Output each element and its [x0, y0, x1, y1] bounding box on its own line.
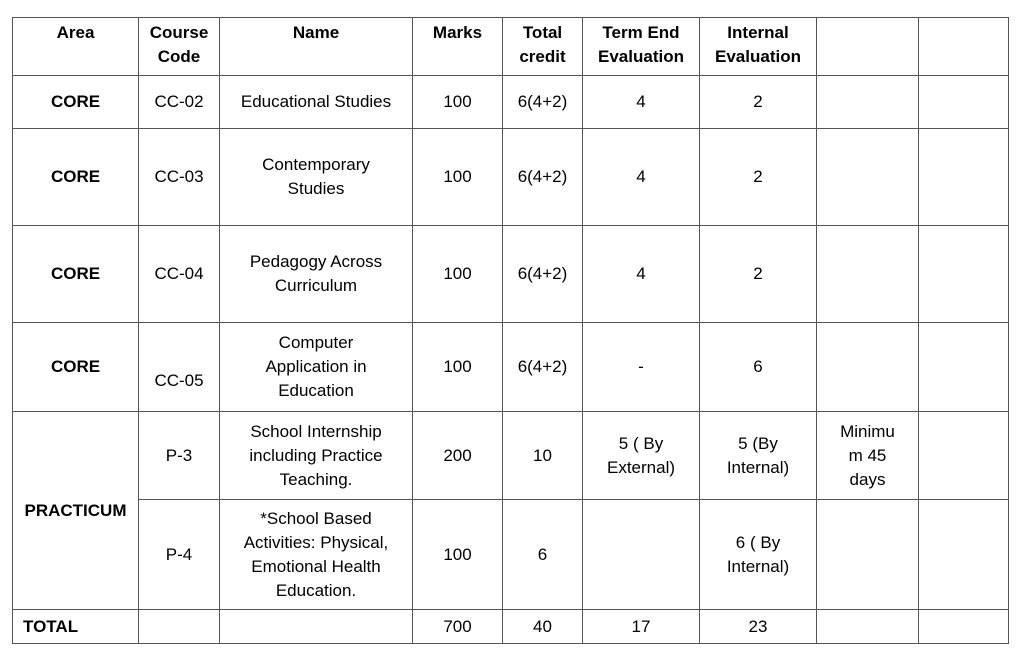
area-cell: CORE [13, 226, 139, 323]
internal-cell: 5 (By Internal) [700, 412, 817, 500]
remarks-cell [817, 129, 919, 226]
marks-cell: 100 [413, 226, 503, 323]
table-row [13, 412, 1009, 500]
credit-cell: 6(4+2) [503, 323, 583, 412]
credit-cell: 6(4+2) [503, 76, 583, 129]
marks-cell: 100 [413, 500, 503, 610]
header-name: Name [220, 18, 413, 76]
header-area: Area [13, 18, 139, 76]
header-blank-1 [817, 18, 919, 76]
credit-cell: 6 [503, 500, 583, 610]
extra-cell [919, 500, 1009, 610]
total-internal: 23 [700, 610, 817, 644]
credit-cell: 6(4+2) [503, 226, 583, 323]
code-cell: CC-03 [139, 129, 220, 226]
credit-cell: 6(4+2) [503, 129, 583, 226]
internal-cell: 6 [700, 323, 817, 412]
internal-cell: 2 [700, 226, 817, 323]
total-marks: 700 [413, 610, 503, 644]
header-blank-2 [919, 18, 1009, 76]
table-row [13, 500, 1009, 610]
marks-cell: 200 [413, 412, 503, 500]
extra-cell [919, 76, 1009, 129]
extra-cell [919, 129, 1009, 226]
term-end-cell: 4 [583, 129, 700, 226]
term-end-cell: 4 [583, 226, 700, 323]
extra-cell [919, 412, 1009, 500]
code-cell: CC-05 [139, 323, 220, 412]
course-table [12, 17, 1009, 644]
term-end-cell: 5 ( By External) [583, 412, 700, 500]
total-credit: 40 [503, 610, 583, 644]
code-cell: P-3 [139, 412, 220, 500]
header-total-credit: Total credit [503, 18, 583, 76]
header-marks: Marks [413, 18, 503, 76]
extra-cell [919, 323, 1009, 412]
total-remarks-cell [817, 610, 919, 644]
header-course-code: Course Code [139, 18, 220, 76]
total-label: TOTAL [13, 610, 139, 644]
term-end-cell [583, 500, 700, 610]
total-code-cell [139, 610, 220, 644]
remarks-cell [817, 323, 919, 412]
table-row [13, 226, 1009, 323]
term-end-cell: 4 [583, 76, 700, 129]
remarks-cell: Minimu m 45 days [817, 412, 919, 500]
remarks-cell [817, 500, 919, 610]
code-cell: CC-04 [139, 226, 220, 323]
header-row [13, 18, 1009, 76]
name-cell: Educational Studies [220, 76, 413, 129]
header-term-end: Term End Evaluation [583, 18, 700, 76]
table-row [13, 76, 1009, 129]
name-cell: Contemporary Studies [220, 129, 413, 226]
remarks-cell [817, 76, 919, 129]
table-row [13, 129, 1009, 226]
marks-cell: 100 [413, 323, 503, 412]
total-extra-cell [919, 610, 1009, 644]
area-cell: CORE [13, 323, 139, 412]
table-row [13, 323, 1009, 412]
term-end-cell: - [583, 323, 700, 412]
header-internal: Internal Evaluation [700, 18, 817, 76]
total-name-cell [220, 610, 413, 644]
marks-cell: 100 [413, 129, 503, 226]
name-cell: School Internship including Practice Teaching. [220, 412, 413, 500]
total-term-end: 17 [583, 610, 700, 644]
credit-cell: 10 [503, 412, 583, 500]
name-cell: Computer Application in Education [220, 323, 413, 412]
code-cell: CC-02 [139, 76, 220, 129]
area-cell: PRACTICUM [13, 412, 139, 610]
code-cell: P-4 [139, 500, 220, 610]
name-cell: Pedagogy Across Curriculum [220, 226, 413, 323]
internal-cell: 2 [700, 76, 817, 129]
internal-cell: 2 [700, 129, 817, 226]
area-cell: CORE [13, 76, 139, 129]
name-cell: *School Based Activities: Physical, Emotional Health Education. [220, 500, 413, 610]
area-cell: CORE [13, 129, 139, 226]
total-row [13, 610, 1009, 644]
internal-cell: 6 ( By Internal) [700, 500, 817, 610]
remarks-cell [817, 226, 919, 323]
extra-cell [919, 226, 1009, 323]
marks-cell: 100 [413, 76, 503, 129]
